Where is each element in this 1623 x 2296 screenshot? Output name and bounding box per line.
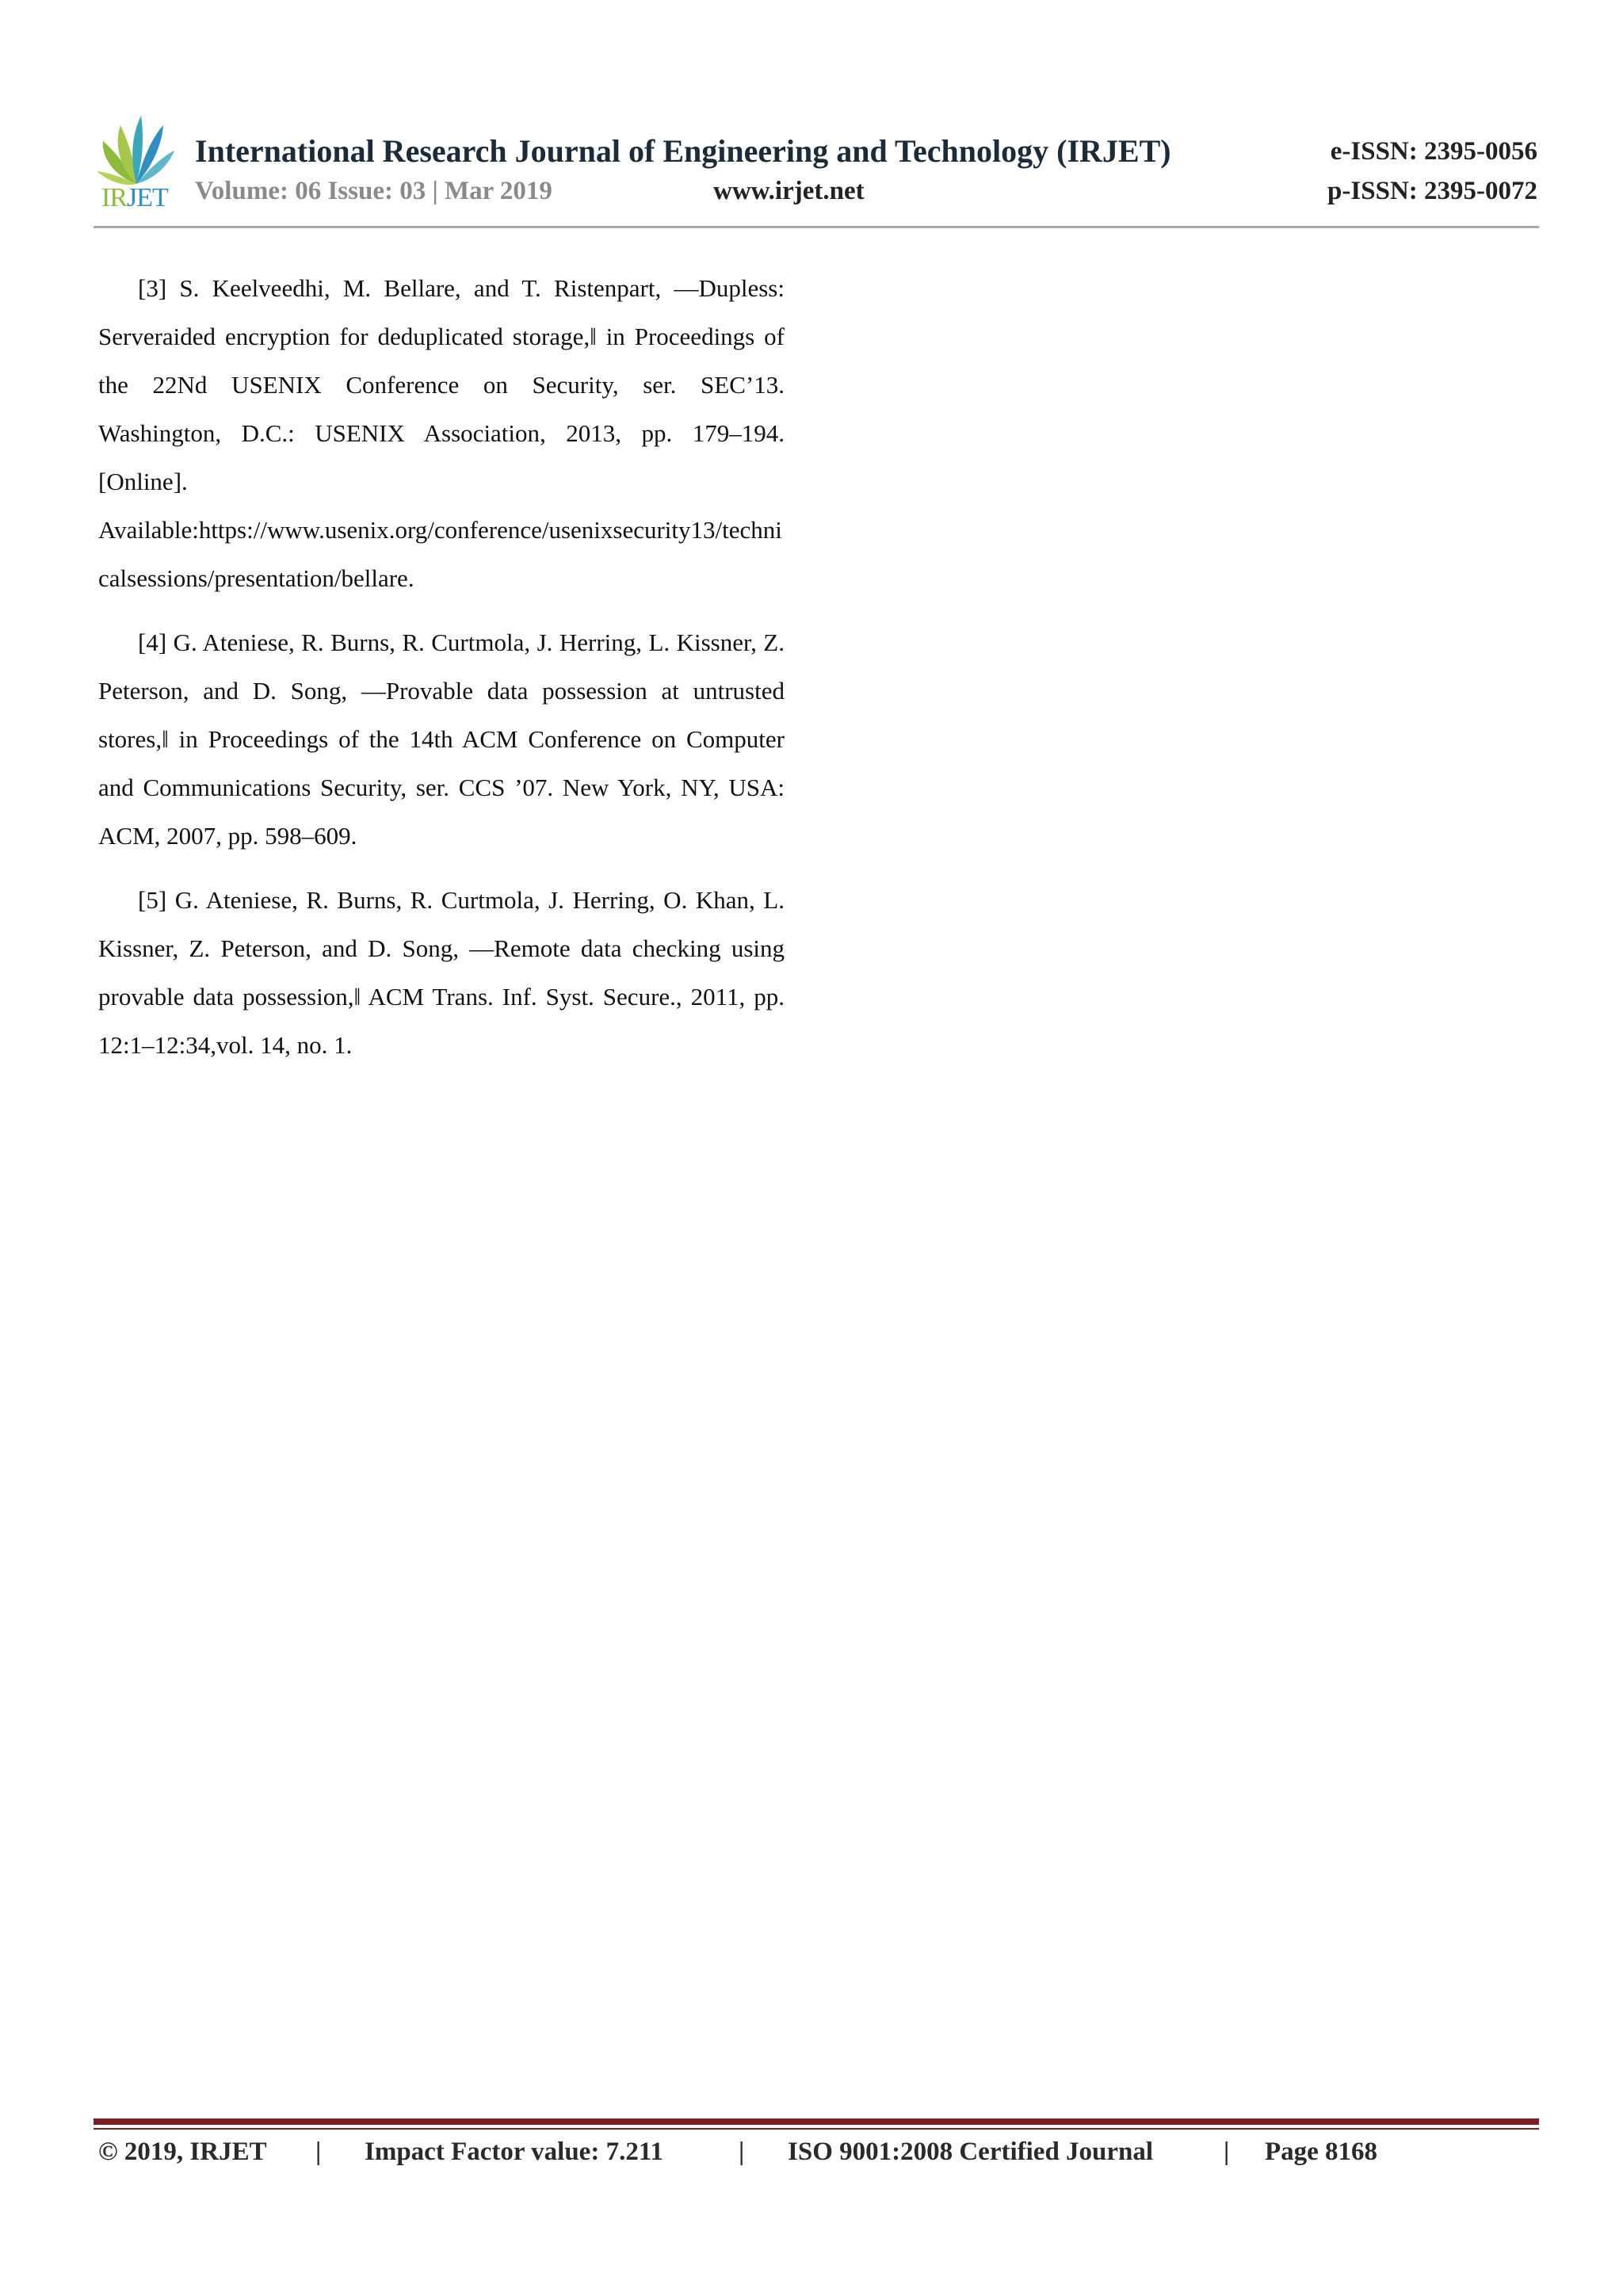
e-issn: e-ISSN: 2395-0056 [1330,137,1537,166]
footer-divider-thin [94,2128,1539,2130]
footer-separator: | [739,2137,745,2166]
journal-title: International Research Journal of Engineering and Technology (IRJET) [195,133,1171,169]
journal-website: www.irjet.net [713,177,865,205]
footer-divider-thick [94,2118,1539,2125]
footer-impact-factor: Impact Factor value: 7.211 [365,2137,664,2166]
irjet-logo [95,111,178,214]
reference-item: [4] G. Ateniese, R. Burns, R. Curtmola, J. Herring, L. Kissner, Z. Peterson, and D. Song, —Provable data possession at untrusted stores,‖ in Proceedings of the 14th ACM Conference on Computer and Communications Security, ser. CCS ’07. New York, NY, USA: ACM, 2007, pp. 598–609. [98,628,785,850]
footer-copyright: © 2019, IRJET [98,2137,267,2166]
p-issn: p-ISSN: 2395-0072 [1327,177,1537,205]
footer-separator: | [315,2137,322,2166]
logo-text-jet: JET [127,183,168,212]
header-divider [94,226,1539,228]
reference-item: [3] S. Keelveedhi, M. Bellare, and T. Ristenpart, —Dupless: Serveraided encryption for deduplicated storage,‖ in Proceedings of the 22Nd USENIX Conference on Security, ser. SEC’13. Washington, D.C.: USENIX Association, 2013, pp. 179–194. [Online]. Available:https://www.usenix.org/conference/usenixsecurity13/technicalsessions/presentation/bellare. [98,274,785,592]
irjet-logo-text [101,182,168,214]
footer-iso: ISO 9001:2008 Certified Journal [788,2137,1154,2166]
logo-text-ir: IR [101,183,127,212]
footer-page-number: Page 8168 [1265,2137,1378,2166]
page-header [95,111,1537,230]
footer-separator: | [1224,2137,1230,2166]
reference-list [98,264,785,1085]
irjet-leaf-logo-icon [95,111,178,190]
volume-issue: Volume: 06 Issue: 03 | Mar 2019 [195,177,552,205]
reference-item: [5] G. Ateniese, R. Burns, R. Curtmola, J. Herring, O. Khan, L. Kissner, Z. Peterson, and D. Song, —Remote data checking using provable data possession,‖ ACM Trans. Inf. Syst. Secure., 2011, pp. 12:1–12:34,vol. 14, no. 1. [98,886,785,1059]
